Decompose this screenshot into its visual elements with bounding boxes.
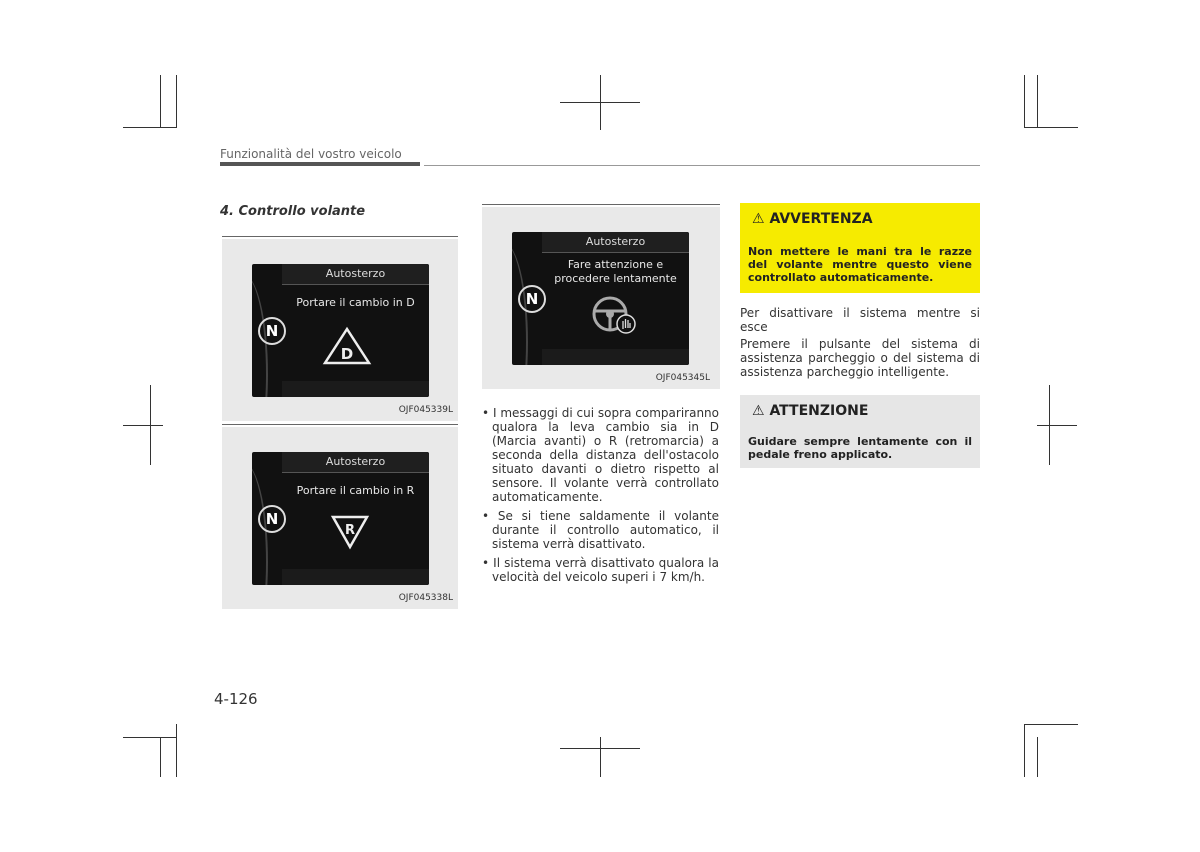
figure-caption: OJF045345L <box>655 373 710 383</box>
crop-mark <box>1024 127 1078 128</box>
crop-mark <box>150 385 151 465</box>
figure-caption: OJF045339L <box>398 405 453 415</box>
crop-mark <box>1024 75 1025 128</box>
caution-box <box>740 395 980 468</box>
gear-letter-d: D <box>340 345 354 363</box>
display-message: Portare il cambio in D <box>296 296 415 309</box>
cluster-display <box>252 452 429 585</box>
caution-title <box>752 403 868 419</box>
list-item-text: I messaggi di cui sopra compariranno qualora la leva cambio sia in D (Marcia avanti) o R (retromarcia) a seconda della distanza dell'ostacolo situato davanti o dietro rispetto al sensore. Il volante verrà controllato automaticamente. <box>492 406 719 504</box>
paragraph: Per disattivare il sistema mentre si esce <box>740 306 980 334</box>
cluster-display <box>252 264 429 397</box>
crop-mark <box>176 75 177 128</box>
figure-top-rule <box>222 424 458 425</box>
crop-mark <box>1049 385 1050 465</box>
running-header: Funzionalità del vostro veicolo <box>220 147 402 161</box>
display-message-line-2: procedere lentamente <box>554 272 677 285</box>
cluster-display <box>512 232 689 365</box>
crop-mark <box>123 425 163 426</box>
list-item: • I messaggi di cui sopra compariranno qualora la leva cambio sia in D (Marcia avanti) o R (retromarcia) a seconda della distanza dell'ostacolo situato davanti o dietro rispetto al sensore. Il volante verrà controllato automaticamente. <box>482 406 719 504</box>
header-bar <box>220 162 420 166</box>
crop-mark <box>1024 724 1078 725</box>
crop-mark <box>600 75 601 130</box>
crop-mark <box>1037 75 1038 128</box>
crop-mark <box>160 75 161 128</box>
list-item-text: Il sistema verrà disattivato qualora la velocità del veicolo superi i 7 km/h. <box>492 556 719 584</box>
display-message: Portare il cambio in R <box>296 484 415 497</box>
display-bottom-bar <box>282 381 429 397</box>
figure-caption: OJF045338L <box>398 593 453 603</box>
gear-indicator: N <box>258 505 286 533</box>
crop-mark <box>123 127 177 128</box>
display-title: Autosterzo <box>282 264 429 285</box>
paragraph: Premere il pulsante del sistema di assistenza parcheggio o del sistema di assistenza parcheggio intelligente. <box>740 337 980 379</box>
crop-mark <box>1024 724 1025 777</box>
caution-body: Guidare sempre lentamente con il pedale freno applicato. <box>748 435 972 461</box>
caution-title-text: ATTENZIONE <box>769 403 869 419</box>
steering-wheel-hand-icon <box>590 294 640 336</box>
shift-to-d-icon <box>322 326 372 366</box>
warning-box <box>740 203 980 293</box>
page-number: 4-126 <box>214 690 258 708</box>
list-item: • Se si tiene saldamente il volante durante il controllo automatico, il sistema verrà disattivato. <box>482 509 719 551</box>
crop-mark <box>160 737 161 777</box>
gear-indicator: N <box>258 317 286 345</box>
display-bottom-bar <box>282 569 429 585</box>
section-title: 4. Controllo volante <box>220 204 366 219</box>
caution-triangle-icon: ⚠ <box>752 403 765 419</box>
crop-mark <box>1037 425 1077 426</box>
figure-top-rule <box>482 204 720 205</box>
shift-to-r-icon <box>330 514 370 550</box>
display-bottom-bar <box>542 349 689 365</box>
display-message-line-1: Fare attenzione e <box>567 258 664 271</box>
header-rule <box>424 165 980 166</box>
figure-top-rule <box>222 236 458 237</box>
figure-2 <box>222 427 458 609</box>
warning-triangle-icon: ⚠ <box>752 211 765 227</box>
display-title: Autosterzo <box>282 452 429 473</box>
warning-title-text: AVVERTENZA <box>769 211 873 227</box>
display-title: Autosterzo <box>542 232 689 253</box>
list-item-text: Se si tiene saldamente il volante durante il controllo automatico, il sistema verrà disattivato. <box>492 509 719 551</box>
warning-title <box>752 211 873 227</box>
crop-mark <box>600 737 601 777</box>
bullet-list <box>482 406 719 589</box>
crop-mark <box>176 724 177 777</box>
gear-letter-r: R <box>344 523 356 538</box>
crop-mark <box>1037 737 1038 777</box>
warning-body: Non mettere le mani tra le razze del volante mentre questo viene controllato automaticamente. <box>748 245 972 284</box>
crop-mark <box>123 737 177 738</box>
figure-3 <box>482 207 720 389</box>
figure-1 <box>222 239 458 421</box>
gear-indicator: N <box>518 285 546 313</box>
list-item: • Il sistema verrà disattivato qualora la velocità del veicolo superi i 7 km/h. <box>482 556 719 584</box>
